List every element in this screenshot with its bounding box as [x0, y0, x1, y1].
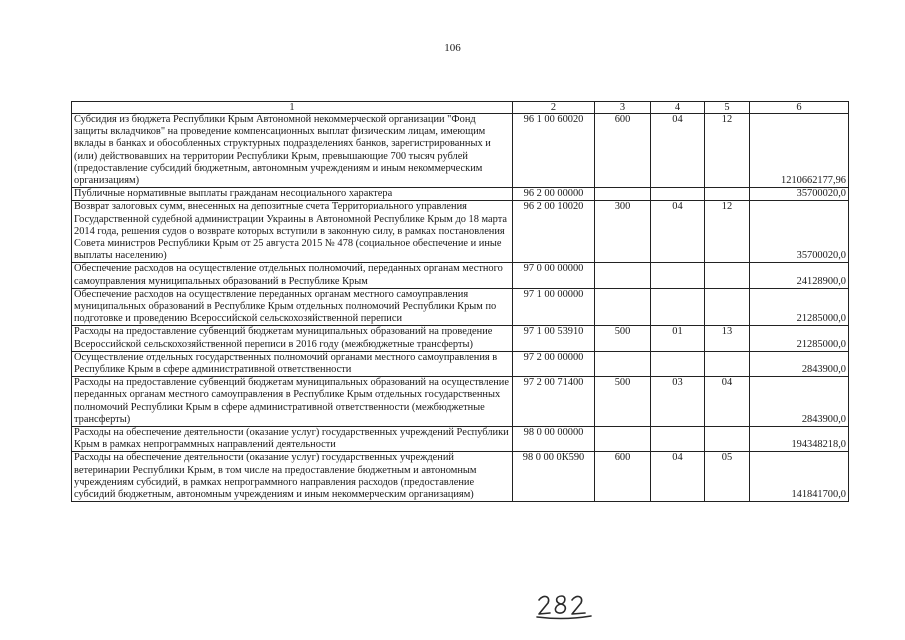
row-code: 98 0 00 00000	[513, 427, 595, 452]
row-col3: 600	[595, 114, 651, 188]
table-row	[72, 377, 849, 427]
table-row	[72, 201, 849, 263]
header-col-3: 3	[595, 102, 651, 114]
table-row	[72, 263, 849, 288]
table-row	[72, 326, 849, 351]
header-row	[72, 102, 849, 114]
row-sum: 194348218,0	[750, 427, 849, 452]
header-col-1: 1	[72, 102, 513, 114]
handwritten-page-number	[535, 592, 595, 622]
row-col3: 300	[595, 201, 651, 263]
row-col4: 04	[651, 114, 705, 188]
header-col-2: 2	[513, 102, 595, 114]
row-sum: 35700020,0	[750, 201, 849, 263]
header-col-5: 5	[705, 102, 750, 114]
page-number: 106	[444, 42, 461, 54]
row-description: Возврат залоговых сумм, внесенных на депозитные счета Территориального управления Государственной судебной администрации Украины в Автономной Республике Крым до 18 марта 2014 года, решения судов о возврате которых вступили в законную силу, в рамках постановления Совета министров Республики Крым от 25 августа 2015 № 478 (социальное обеспечение и иные выплаты населению)	[72, 201, 513, 263]
row-code: 97 0 00 00000	[513, 263, 595, 288]
row-col5: 04	[705, 377, 750, 427]
row-description: Субсидия из бюджета Республики Крым Автономной некоммерческой организации "Фонд защиты вкладчиков" на проведение компенсационных выплат физическим лицам, имеющим вклады в банках и обособленных структурных подразделениях банков, зарегистрированных и (или) действовавших на территории Республики Крым, превышающие 700 тысяч рублей (предоставление субсидий бюджетным, автономным учреждениям и иным некоммерческим организациям)	[72, 114, 513, 188]
row-col3	[595, 188, 651, 201]
header-col-6: 6	[750, 102, 849, 114]
row-code: 97 1 00 00000	[513, 288, 595, 326]
row-sum: 21285000,0	[750, 326, 849, 351]
row-sum: 35700020,0	[750, 188, 849, 201]
row-code: 96 1 00 60020	[513, 114, 595, 188]
row-sum: 2843900,0	[750, 377, 849, 427]
row-col4: 04	[651, 201, 705, 263]
row-col4	[651, 288, 705, 326]
table-row	[72, 114, 849, 188]
row-sum: 1210662177,96	[750, 114, 849, 188]
row-description: Обеспечение расходов на осуществление отдельных полномочий, переданных органам местного самоуправления муниципальных образований в Республике Крым	[72, 263, 513, 288]
row-code: 98 0 00 0К590	[513, 452, 595, 502]
row-description: Публичные нормативные выплаты гражданам несоциального характера	[72, 188, 513, 201]
row-description: Расходы на предоставление субвенций бюджетам муниципальных образований на проведение Всероссийской сельскохозяйственной переписи в 2016 году (межбюджетные трансферты)	[72, 326, 513, 351]
row-col5: 12	[705, 201, 750, 263]
row-col5	[705, 288, 750, 326]
row-col3	[595, 427, 651, 452]
row-description: Расходы на обеспечение деятельности (оказание услуг) государственных учреждений Республики Крым в рамках непрограммных направлений деятельности	[72, 427, 513, 452]
row-col5: 05	[705, 452, 750, 502]
row-col5	[705, 351, 750, 376]
row-col5: 12	[705, 114, 750, 188]
header-col-4: 4	[651, 102, 705, 114]
table-row	[72, 452, 849, 502]
row-code: 97 2 00 71400	[513, 377, 595, 427]
row-description: Расходы на обеспечение деятельности (оказание услуг) государственных учреждений ветеринарии Республики Крым, в том числе на предоставление бюджетным и автономным учреждениям субсидий, в рамках непрограммного направления расходов (предоставление субсидий бюджетным, автономным учреждениям и иным некоммерческим организациям)	[72, 452, 513, 502]
row-col3	[595, 263, 651, 288]
row-col4: 01	[651, 326, 705, 351]
row-col4	[651, 427, 705, 452]
table-row	[72, 427, 849, 452]
row-code: 96 2 00 00000	[513, 188, 595, 201]
row-sum: 2843900,0	[750, 351, 849, 376]
row-code: 96 2 00 10020	[513, 201, 595, 263]
row-col5: 13	[705, 326, 750, 351]
row-col4: 03	[651, 377, 705, 427]
row-col3	[595, 351, 651, 376]
row-code: 97 1 00 53910	[513, 326, 595, 351]
budget-table	[71, 101, 849, 502]
row-col3	[595, 288, 651, 326]
row-sum: 21285000,0	[750, 288, 849, 326]
row-col3: 600	[595, 452, 651, 502]
row-sum: 141841700,0	[750, 452, 849, 502]
row-col3: 500	[595, 326, 651, 351]
row-code: 97 2 00 00000	[513, 351, 595, 376]
row-col4	[651, 188, 705, 201]
row-col5	[705, 263, 750, 288]
row-col4	[651, 351, 705, 376]
row-sum: 24128900,0	[750, 263, 849, 288]
table-row	[72, 288, 849, 326]
row-description: Осуществление отдельных государственных полномочий органами местного самоуправления в Республике Крым в сфере административной ответственности	[72, 351, 513, 376]
table-row	[72, 188, 849, 201]
row-col3: 500	[595, 377, 651, 427]
row-description: Обеспечение расходов на осуществление переданных органам местного самоуправления муниципальных образований в Республике Крым отдельных полномочий Республики Крым по подготовке и проведению Всероссийской сельскохозяйственной переписи	[72, 288, 513, 326]
row-col4: 04	[651, 452, 705, 502]
row-col4	[651, 263, 705, 288]
table-row	[72, 351, 849, 376]
row-col5	[705, 188, 750, 201]
row-description: Расходы на предоставление субвенций бюджетам муниципальных образований на осуществление переданных органам местного самоуправления в Республике Крым отдельных государственных полномочий Республики Крым в сфере административной ответственности (межбюджетные трансферты)	[72, 377, 513, 427]
row-col5	[705, 427, 750, 452]
